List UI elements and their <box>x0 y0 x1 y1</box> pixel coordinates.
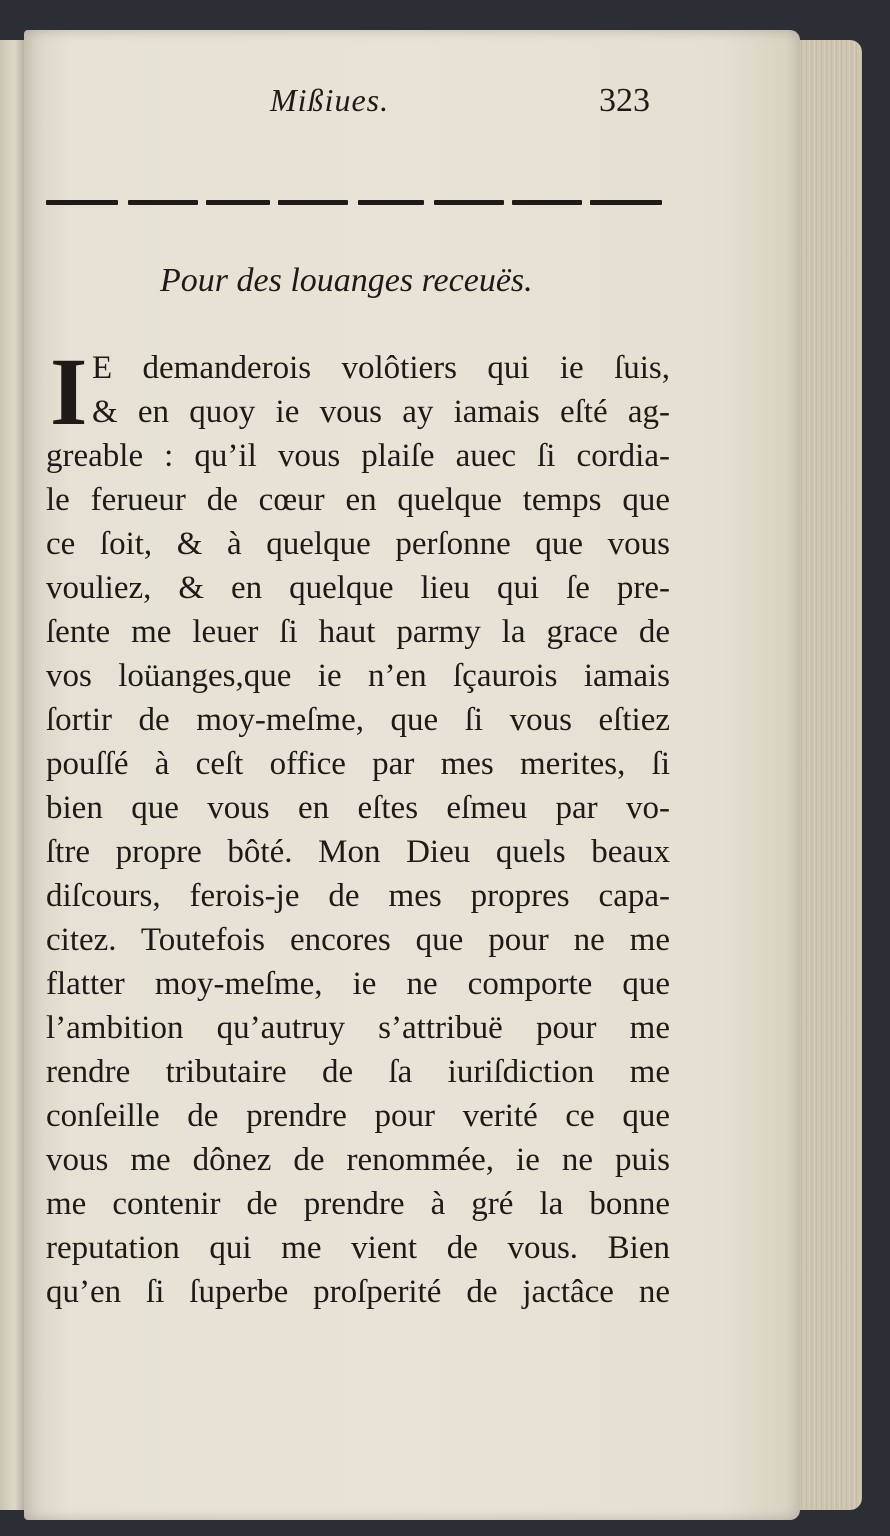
text-line: qu’en ſi ſuperbe proſperité de jactâce ne <box>46 1274 670 1310</box>
drop-capital: I <box>50 338 88 445</box>
text-line: E demanderois volôtiers qui ie ſuis, <box>92 350 670 386</box>
text-line: le ferueur de cœur en quelque temps que <box>46 482 670 518</box>
text-line: l’ambition qu’autruy s’attribuë pour me <box>46 1010 670 1046</box>
text-line: ſtre propre bôté. Mon Dieu quels beaux <box>46 834 670 870</box>
text-line: vous me dônez de renommée, ie ne puis <box>46 1142 670 1178</box>
text-line: greable : qu’il vous plaiſe auec ſi cordia- <box>46 438 670 474</box>
text-line: me contenir de prendre à gré la bonne <box>46 1186 670 1222</box>
text-line: flatter moy-meſme, ie ne comporte que <box>46 966 670 1002</box>
text-line: vos loüanges,que ie n’en ſçaurois iamais <box>46 658 670 694</box>
text-line: citez. Toutefois encores que pour ne me <box>46 922 670 958</box>
text-line: diſcours, ferois-je de mes propres capa- <box>46 878 670 914</box>
text-line: vouliez, & en quelque lieu qui ſe pre- <box>46 570 670 606</box>
text-line: conſeille de prendre pour verité ce que <box>46 1098 670 1134</box>
text-line: & en quoy ie vous ay iamais eſté ag- <box>92 394 670 430</box>
text-line: bien que vous en eſtes eſmeu par vo- <box>46 790 670 826</box>
running-head: Mißiues. <box>270 82 390 118</box>
facing-page-edge <box>0 40 24 1510</box>
ornamental-rule <box>46 196 662 210</box>
text-line: ſortir de moy-meſme, que ſi vous eſtiez <box>46 702 670 738</box>
page-block-edge <box>798 40 862 1510</box>
text-line: pouſſé à ceſt office par mes merites, ſi <box>46 746 670 782</box>
text-line: ſente me leuer ſi haut parmy la grace de <box>46 614 670 650</box>
page-number: 323 <box>599 82 650 119</box>
text-line: ce ſoit, & à quelque perſonne que vous <box>46 526 670 562</box>
text-line: rendre tributaire de ſa iuriſdiction me <box>46 1054 670 1090</box>
letter-title: Pour des louanges receuës. <box>160 262 533 299</box>
text-line: reputation qui me vient de vous. Bien <box>46 1230 670 1266</box>
page-header <box>24 82 800 132</box>
